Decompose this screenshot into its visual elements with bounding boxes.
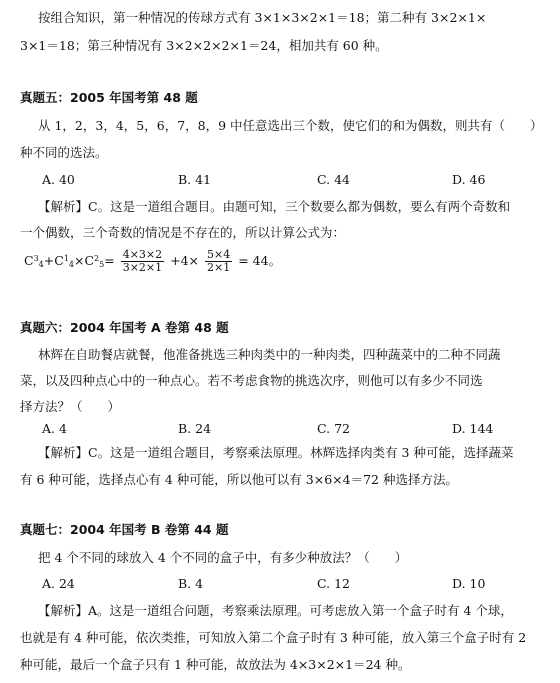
question-7-option-a: A. 24	[42, 576, 75, 591]
question-6-stem-line-2: 菜，以及四种点心中的一种点心。若不考虑食物的挑选次序，则他可以有多少不同选	[20, 373, 483, 388]
formula-sub-2: 5	[99, 260, 105, 269]
question-6-option-a: A. 4	[42, 421, 67, 436]
combination-c3-4: $C^3_4$	[24, 253, 44, 269]
question-5-stem-line-2: 种不同的选法。	[20, 145, 108, 160]
question-7-analysis-line-3: 种可能，最后一个盒子只有 1 种可能，故放法为 4×3×2×1＝24 种。	[20, 657, 411, 672]
fraction-2-numerator: 5×4	[207, 248, 231, 261]
question-5-option-a: A. 40	[42, 172, 75, 187]
question-5-option-d: D. 46	[452, 172, 486, 187]
question-5-option-b: B. 41	[178, 172, 212, 187]
question-6-stem-line-3: 择方法？（ ）	[20, 399, 121, 414]
question-6-option-b: B. 24	[178, 421, 212, 436]
question-6-title: 真题六：2004 年国考 A 卷第 48 题	[20, 320, 229, 335]
fraction-1-numerator: 4×3×2	[122, 248, 163, 261]
question-5-option-c: C. 44	[317, 172, 350, 187]
intro-line-2: 3×1＝18；第三种情况有 3×2×2×2×1＝24，相加共有 60 种。	[20, 38, 388, 53]
question-7-analysis-line-2: 也就是有 4 种可能，依次类推，可知放入第二个盒子时有 3 种可能，放入第三个盒子时有 2	[20, 630, 527, 645]
fraction-2-denominator: 2×1	[207, 261, 231, 274]
question-7-option-c: C. 12	[317, 576, 350, 591]
question-5-title: 真题五：2005 年国考第 48 题	[20, 90, 198, 105]
formula-fraction-2	[205, 249, 232, 274]
question-7-option-b: B. 4	[178, 576, 204, 591]
question-6-analysis-line-1: 【解析】C。这是一道组合题目，考察乘法原理。林辉选择肉类有 3 种可能，选择蔬菜	[38, 445, 514, 460]
question-6-option-d: D. 144	[452, 421, 494, 436]
question-5-stem-line-1: 从 1，2，3，4，5，6，7，8，9 中任意选出三个数，使它们的和为偶数，则共有（ ）	[38, 118, 543, 133]
question-7-option-d: D. 10	[452, 576, 486, 591]
formula-plus-term: +4×	[170, 253, 200, 268]
question-6-stem-line-1: 林辉在自助餐店就餐，他准备挑选三种肉类中的一种肉类，四种蔬菜中的二种不同蔬	[38, 347, 501, 362]
question-6-analysis-line-2: 有 6 种可能，选择点心有 4 种可能，所以他可以有 3×6×4＝72 种选择方法。	[20, 472, 458, 487]
formula-result: = 44。	[238, 253, 282, 268]
question-6-option-c: C. 72	[317, 421, 350, 436]
question-7-title: 真题七：2004 年国考 B 卷第 44 题	[20, 522, 229, 537]
formula-sup-2: 2	[94, 254, 100, 263]
formula-sub-1: 4	[68, 260, 74, 269]
intro-line-1: 按组合知识，第一种情况的传球方式有 3×1×3×2×1＝18；第二种有 3×2×1×	[38, 10, 487, 25]
question-5-analysis-line-2: 一个偶数，三个奇数的情况是不存在的，所以计算公式为：	[20, 225, 346, 240]
question-5-formula: $C^3_4+C^1_4\times C^2_5=$ $\frac{4\times 3\times 2}{3\times 2\times 1}$ +4× $\frac{5\times 4}{2\times 1}$ = 44。	[24, 248, 282, 274]
question-7-analysis-line-1: 【解析】A。这是一道组合问题，考察乘法原理。可考虑放入第一个盒子时有 4 个球，	[38, 603, 513, 618]
fraction-1-denominator: 3×2×1	[122, 261, 163, 274]
formula-sup-1: 1	[63, 254, 69, 263]
question-7-stem-line-1: 把 4 个不同的球放入 4 个不同的盒子中，有多少种放法？（ ）	[38, 550, 408, 565]
formula-fraction-1	[121, 249, 164, 274]
question-5-analysis-line-1: 【解析】C。这是一道组合题目。由题可知，三个数要么都为偶数，要么有两个奇数和	[38, 199, 511, 214]
